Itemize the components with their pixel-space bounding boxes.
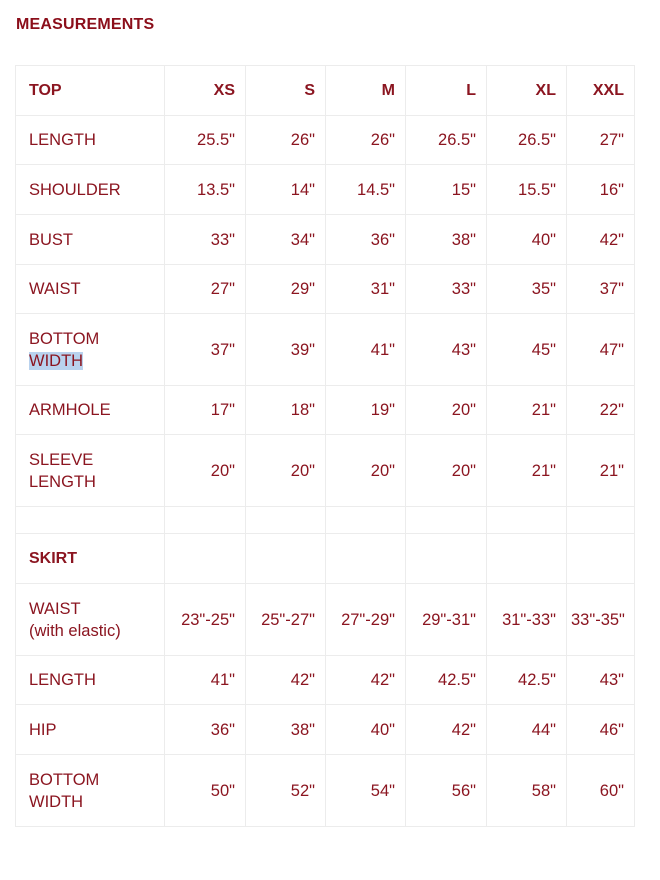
cell-value: 31" — [326, 265, 406, 314]
cell-value: 46" — [567, 705, 635, 755]
row-label: HIP — [16, 705, 165, 755]
row-label-line: WAIST — [29, 599, 81, 618]
empty-cell — [567, 507, 635, 534]
cell-value: 25.5" — [165, 116, 246, 165]
cell-value: 26" — [246, 116, 326, 165]
cell-value: 20" — [165, 435, 246, 507]
cell-value: 40" — [326, 705, 406, 755]
empty-cell — [246, 534, 326, 584]
cell-value: 15.5" — [487, 165, 567, 215]
cell-value: 33" — [165, 215, 246, 265]
row-label-line: BOTTOM — [29, 770, 100, 789]
cell-value: 42.5" — [406, 656, 487, 705]
empty-cell — [406, 507, 487, 534]
row-label: ARMHOLE — [16, 386, 165, 435]
cell-value: 13.5" — [165, 165, 246, 215]
size-header-xs: XS — [165, 66, 246, 116]
cell-value: 42" — [246, 656, 326, 705]
table-row — [16, 165, 635, 215]
cell-value: 27" — [567, 116, 635, 165]
cell-value: 27"-29" — [326, 584, 406, 656]
row-label: SHOULDER — [16, 165, 165, 215]
row-label — [16, 314, 165, 386]
table-row — [16, 265, 635, 314]
cell-value: 31"-33" — [487, 584, 567, 656]
row-label-line: LENGTH — [29, 472, 96, 491]
cell-value: 21" — [487, 435, 567, 507]
clipped-intro-text — [16, 0, 656, 5]
table-row — [16, 755, 635, 827]
size-header-l: L — [406, 66, 487, 116]
selected-text-highlight[interactable]: WIDTH — [29, 351, 84, 370]
size-chart-table — [15, 65, 635, 827]
cell-value: 42.5" — [487, 656, 567, 705]
cell-value: 43" — [567, 656, 635, 705]
cell-value: 43" — [406, 314, 487, 386]
empty-cell — [406, 534, 487, 584]
row-label — [16, 584, 165, 656]
cell-value: 42" — [406, 705, 487, 755]
cell-value: 38" — [246, 705, 326, 755]
table-row — [16, 705, 635, 755]
table-row — [16, 435, 635, 507]
row-label: LENGTH — [16, 656, 165, 705]
header-row-top — [16, 66, 635, 116]
cell-value: 20" — [326, 435, 406, 507]
empty-cell — [567, 534, 635, 584]
size-header-xxl: XXL — [567, 66, 635, 116]
cell-value: 27" — [165, 265, 246, 314]
empty-cell — [487, 534, 567, 584]
cell-value: 39" — [246, 314, 326, 386]
row-label — [16, 755, 165, 827]
cell-value: 16" — [567, 165, 635, 215]
empty-cell — [326, 507, 406, 534]
empty-cell — [165, 507, 246, 534]
cell-value: 19" — [326, 386, 406, 435]
table-row — [16, 116, 635, 165]
table-row — [16, 215, 635, 265]
cell-value: 26.5" — [406, 116, 487, 165]
cell-value: 60" — [567, 755, 635, 827]
cell-value: 47" — [567, 314, 635, 386]
section-label-skirt: SKIRT — [16, 534, 165, 584]
cell-value: 36" — [165, 705, 246, 755]
row-label-line: BOTTOM — [29, 329, 100, 348]
cell-value: 38" — [406, 215, 487, 265]
cell-value: 42" — [326, 656, 406, 705]
size-header-s: S — [246, 66, 326, 116]
row-label: LENGTH — [16, 116, 165, 165]
page-title: MEASUREMENTS — [16, 16, 155, 33]
cell-value: 40" — [487, 215, 567, 265]
cell-value: 45" — [487, 314, 567, 386]
cell-value: 25"-27" — [246, 584, 326, 656]
row-label-line: WIDTH — [29, 792, 84, 811]
cell-value: 22" — [567, 386, 635, 435]
cell-value: 14" — [246, 165, 326, 215]
cell-value: 17" — [165, 386, 246, 435]
cell-value: 56" — [406, 755, 487, 827]
cell-value: 20" — [406, 435, 487, 507]
table-row — [16, 386, 635, 435]
cell-value: 20" — [406, 386, 487, 435]
empty-cell — [16, 507, 165, 534]
cell-value: 34" — [246, 215, 326, 265]
empty-cell — [246, 507, 326, 534]
row-label-line: SLEEVE — [29, 450, 94, 469]
spacer-row — [16, 507, 635, 534]
cell-value: 37" — [567, 265, 635, 314]
empty-cell — [326, 534, 406, 584]
cell-value: 20" — [246, 435, 326, 507]
cell-value: 29" — [246, 265, 326, 314]
row-label: WAIST — [16, 265, 165, 314]
cell-value: 41" — [165, 656, 246, 705]
cell-value: 54" — [326, 755, 406, 827]
cell-value: 58" — [487, 755, 567, 827]
cell-value: 35" — [487, 265, 567, 314]
cell-value: 33" — [406, 265, 487, 314]
cell-value: 42" — [567, 215, 635, 265]
cell-value: 26" — [326, 116, 406, 165]
table-row — [16, 584, 635, 656]
row-label: BUST — [16, 215, 165, 265]
cell-value: 36" — [326, 215, 406, 265]
size-header-xl: XL — [487, 66, 567, 116]
cell-value: 29"-31" — [406, 584, 487, 656]
header-row-skirt — [16, 534, 635, 584]
cell-value: 41" — [326, 314, 406, 386]
table-row — [16, 314, 635, 386]
row-label — [16, 435, 165, 507]
table-row — [16, 656, 635, 705]
empty-cell — [165, 534, 246, 584]
cell-value: 50" — [165, 755, 246, 827]
cell-value: 21" — [487, 386, 567, 435]
cell-value: 33"-35" — [567, 584, 635, 656]
size-header-m: M — [326, 66, 406, 116]
cell-value: 44" — [487, 705, 567, 755]
cell-value: 37" — [165, 314, 246, 386]
cell-value: 14.5" — [326, 165, 406, 215]
cell-value: 23"-25" — [165, 584, 246, 656]
row-label-line: (with elastic) — [29, 621, 121, 640]
section-label-top: TOP — [16, 66, 165, 116]
cell-value: 15" — [406, 165, 487, 215]
cell-value: 21" — [567, 435, 635, 507]
empty-cell — [487, 507, 567, 534]
cell-value: 18" — [246, 386, 326, 435]
cell-value: 26.5" — [487, 116, 567, 165]
cell-value: 52" — [246, 755, 326, 827]
